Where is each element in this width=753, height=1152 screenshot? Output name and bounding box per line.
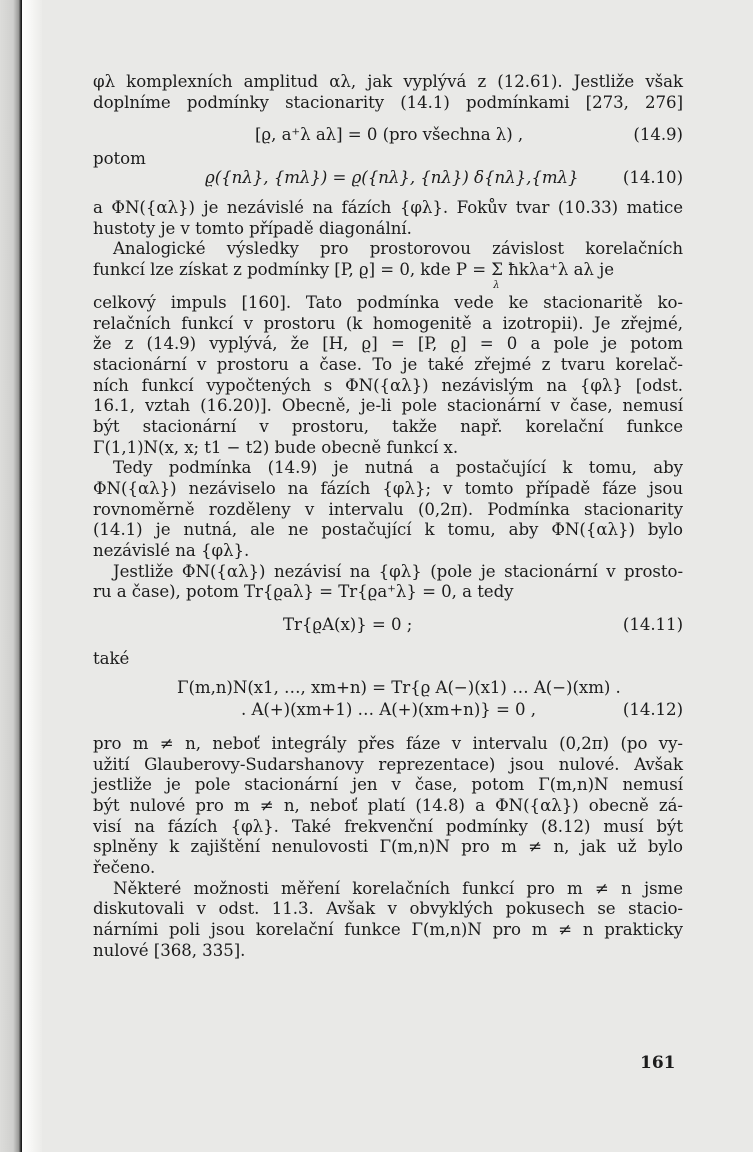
- text-line: potom: [93, 149, 146, 169]
- text-line: ΦN({αλ}) nezáviselo na fázích {φλ}; v tomto případě fáze jsou: [93, 479, 683, 498]
- text-line: 16.1, vztah (16.20)]. Obecně, je-li pole stacionární v čase, nemusí: [93, 396, 683, 416]
- text-line: a ΦN({αλ}) je nezávislé na fázích {φλ}. Fokův tvar (10.33) matice: [93, 198, 683, 218]
- page-gutter: [22, 0, 42, 1152]
- text-line: řečeno.: [93, 857, 156, 877]
- equation-number: (14.9): [633, 125, 683, 145]
- equation-body: . A(+)(xm+1) … A(+)(xm+n)} = 0 ,: [241, 699, 537, 719]
- text-line: Některé možnosti měření korelačních funkcí pro m ≠ n jsme: [113, 878, 683, 898]
- book-page-text: [93, 72, 683, 961]
- equation-number: (14.10): [622, 168, 683, 188]
- text-line: celkový impuls [160]. Tato podmínka vede ke stacionaritě ko-: [93, 292, 683, 312]
- text-line: pro m ≠ n, neboť integrály přes fáze v intervalu (0,2π) (po vy-: [93, 733, 683, 753]
- text-line: že z (14.9) vyplývá, že [H, ϱ] = [P, ϱ] = 0 a pole je potom: [93, 334, 683, 354]
- text-line: ních funkcí vypočtených s ΦN({αλ}) nezávislým na {φλ} [odst.: [93, 375, 683, 395]
- text-line: ru a čase), potom Tr{ϱaλ} = Tr{ϱa⁺λ} = 0, a tedy: [93, 582, 514, 602]
- equation-14-11: [93, 615, 683, 637]
- text-line: doplníme podmínky stacionarity (14.1) podmínkami [273, 276]: [93, 92, 683, 112]
- text-line: stacionární v prostoru a čase. To je také zřejmé z tvaru korelač-: [93, 354, 683, 374]
- page-binding-edge: [0, 0, 22, 1152]
- text-line: rovnoměrně rozděleny v intervalu (0,2π). Podmínka stacionarity: [93, 499, 683, 519]
- equation-14-12-line2: [93, 700, 683, 722]
- equation-14-10: [93, 168, 683, 190]
- text-line: jestliže je pole stacionární jen v čase, potom Γ(m,n)N nemusí: [93, 775, 683, 795]
- equation-14-9: [93, 125, 683, 147]
- text-line: splněny k zajištění nenulovosti Γ(m,n)N pro m ≠ n, jak už bylo: [93, 837, 683, 857]
- sum-index: λ: [493, 280, 500, 292]
- text-line: být nulové pro m ≠ n, neboť platí (14.8) a ΦN({αλ}) obecně zá-: [93, 795, 683, 815]
- equation-body: ϱ({nλ}, {mλ}) = ϱ({nλ}, {nλ}) δ{nλ},{mλ}: [205, 168, 579, 188]
- text-line: nezávislé na {φλ}.: [93, 541, 250, 561]
- text-line: Γ(1,1)N(x, x; t1 − t2) bude obecně funkcí x.: [93, 437, 459, 457]
- equation-body: [ϱ, a⁺λ aλ] = 0 (pro všechna λ) ,: [255, 125, 524, 145]
- text-line: užití Glauberovy-Sudarshanovy reprezentace) jsou nulové. Avšak: [93, 754, 683, 774]
- text-line: nárními poli jsou korelační funkce Γ(m,n)N pro m ≠ n prakticky: [93, 920, 683, 939]
- equation-number: (14.12): [622, 699, 683, 719]
- text-line: relačních funkcí v prostoru (k homogenitě a izotropii). Je zřejmé,: [93, 313, 683, 333]
- text-fragment: funkcí lze získat z podmínky [P, ϱ] = 0, kde P =: [93, 260, 492, 280]
- equation-body: Tr{ϱA(x)} = 0 ;: [283, 615, 413, 635]
- text-fragment: ħkλa⁺λ aλ je: [508, 260, 614, 280]
- text-line: visí na fázích {φλ}. Také frekvenční podmínky (8.12) musí být: [93, 816, 683, 836]
- text-line-with-sum: [93, 260, 683, 292]
- text-line: nulové [368, 335].: [93, 940, 246, 960]
- equation-body: Γ(m,n)N(x1, …, xm+n) = Tr{ϱ A(−)(x1) … A(−)(xm) .: [177, 677, 621, 697]
- text-line: φλ komplexních amplitud αλ, jak vyplývá z (12.61). Jestliže však: [93, 72, 683, 91]
- text-line: (14.1) je nutná, ale ne postačující k tomu, aby ΦN({αλ}) bylo: [93, 520, 683, 540]
- text-line: Tedy podmínka (14.9) je nutná a postačující k tomu, aby: [113, 458, 683, 478]
- text-line: hustoty je v tomto případě diagonální.: [93, 218, 412, 238]
- text-line: být stacionární v prostoru, takže např. korelační funkce: [93, 416, 683, 436]
- text-line: Jestliže ΦN({αλ}) nezávisí na {φλ} (pole je stacionární v prosto-: [113, 561, 683, 581]
- text-line: Analogické výsledky pro prostorovou závislost korelačních: [113, 239, 683, 259]
- page-number: 161: [640, 1053, 676, 1073]
- text-line: diskutovali v odst. 11.3. Avšak v obvyklých pokusech se stacio-: [93, 899, 683, 919]
- equation-number: (14.11): [622, 615, 683, 635]
- text-line: také: [93, 649, 130, 669]
- equation-14-12-line1: [93, 678, 683, 700]
- sum-operator: Σ λ: [491, 260, 503, 281]
